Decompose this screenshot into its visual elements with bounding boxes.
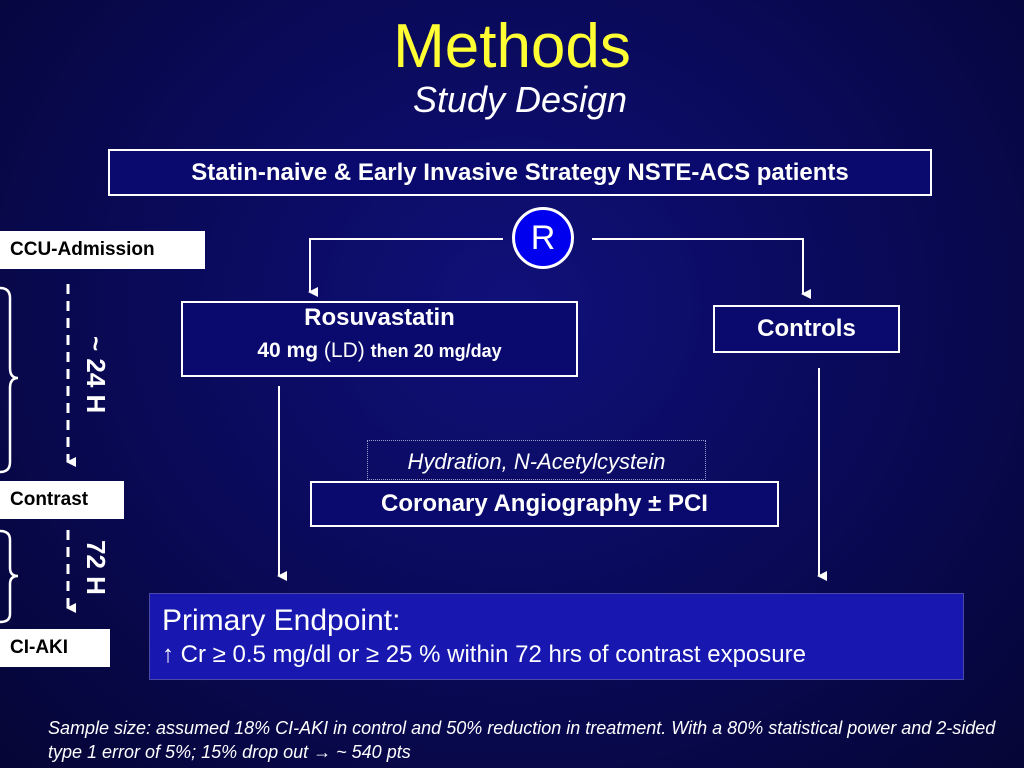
treatment-name: Rosuvastatin bbox=[304, 304, 455, 331]
slide-title: Methods bbox=[393, 12, 631, 81]
slide-subtitle: Study Design bbox=[412, 79, 628, 120]
branch-right-arrow bbox=[592, 239, 803, 294]
interval-2-text: 72 H bbox=[81, 540, 111, 595]
treatment-arm-box bbox=[181, 301, 578, 377]
endpoint-heading: Primary Endpoint: bbox=[162, 604, 401, 637]
interval-1-brace bbox=[0, 288, 18, 472]
branch-left-arrow bbox=[310, 239, 503, 292]
population-box: Statin-naive & Early Invasive Strategy NSTE-ACS patients bbox=[108, 149, 932, 196]
timeline-ciaki-label: CI-AKI bbox=[0, 629, 110, 667]
timeline-ccu-label: CCU-Admission bbox=[0, 231, 205, 269]
sample-size-footnote: Sample size: assumed 18% CI-AKI in control and 50% reduction in treatment. With a 80% statistical power and 2-sided type 1 error of 5%; 15% drop out → ~ 540 pts bbox=[48, 718, 996, 762]
primary-endpoint-box bbox=[149, 593, 964, 680]
dose-strong: 40 mg bbox=[257, 339, 319, 362]
randomization-node: R bbox=[512, 207, 574, 269]
procedure-box: Coronary Angiography ± PCI bbox=[310, 481, 779, 527]
endpoint-definition: ↑ Cr ≥ 0.5 mg/dl or ≥ 25 % within 72 hrs of contrast exposure bbox=[162, 641, 806, 668]
dose-then: then 20 mg/day bbox=[370, 341, 502, 361]
timeline-contrast-label: Contrast bbox=[0, 481, 124, 519]
dose-paren: (LD) bbox=[323, 339, 365, 362]
treatment-dose bbox=[183, 333, 576, 369]
hydration-box: Hydration, N-Acetylcystein bbox=[367, 440, 706, 480]
interval-2-brace bbox=[0, 531, 18, 622]
interval-1-text: ~ 24 H bbox=[81, 336, 111, 414]
control-arm-box: Controls bbox=[713, 305, 900, 353]
